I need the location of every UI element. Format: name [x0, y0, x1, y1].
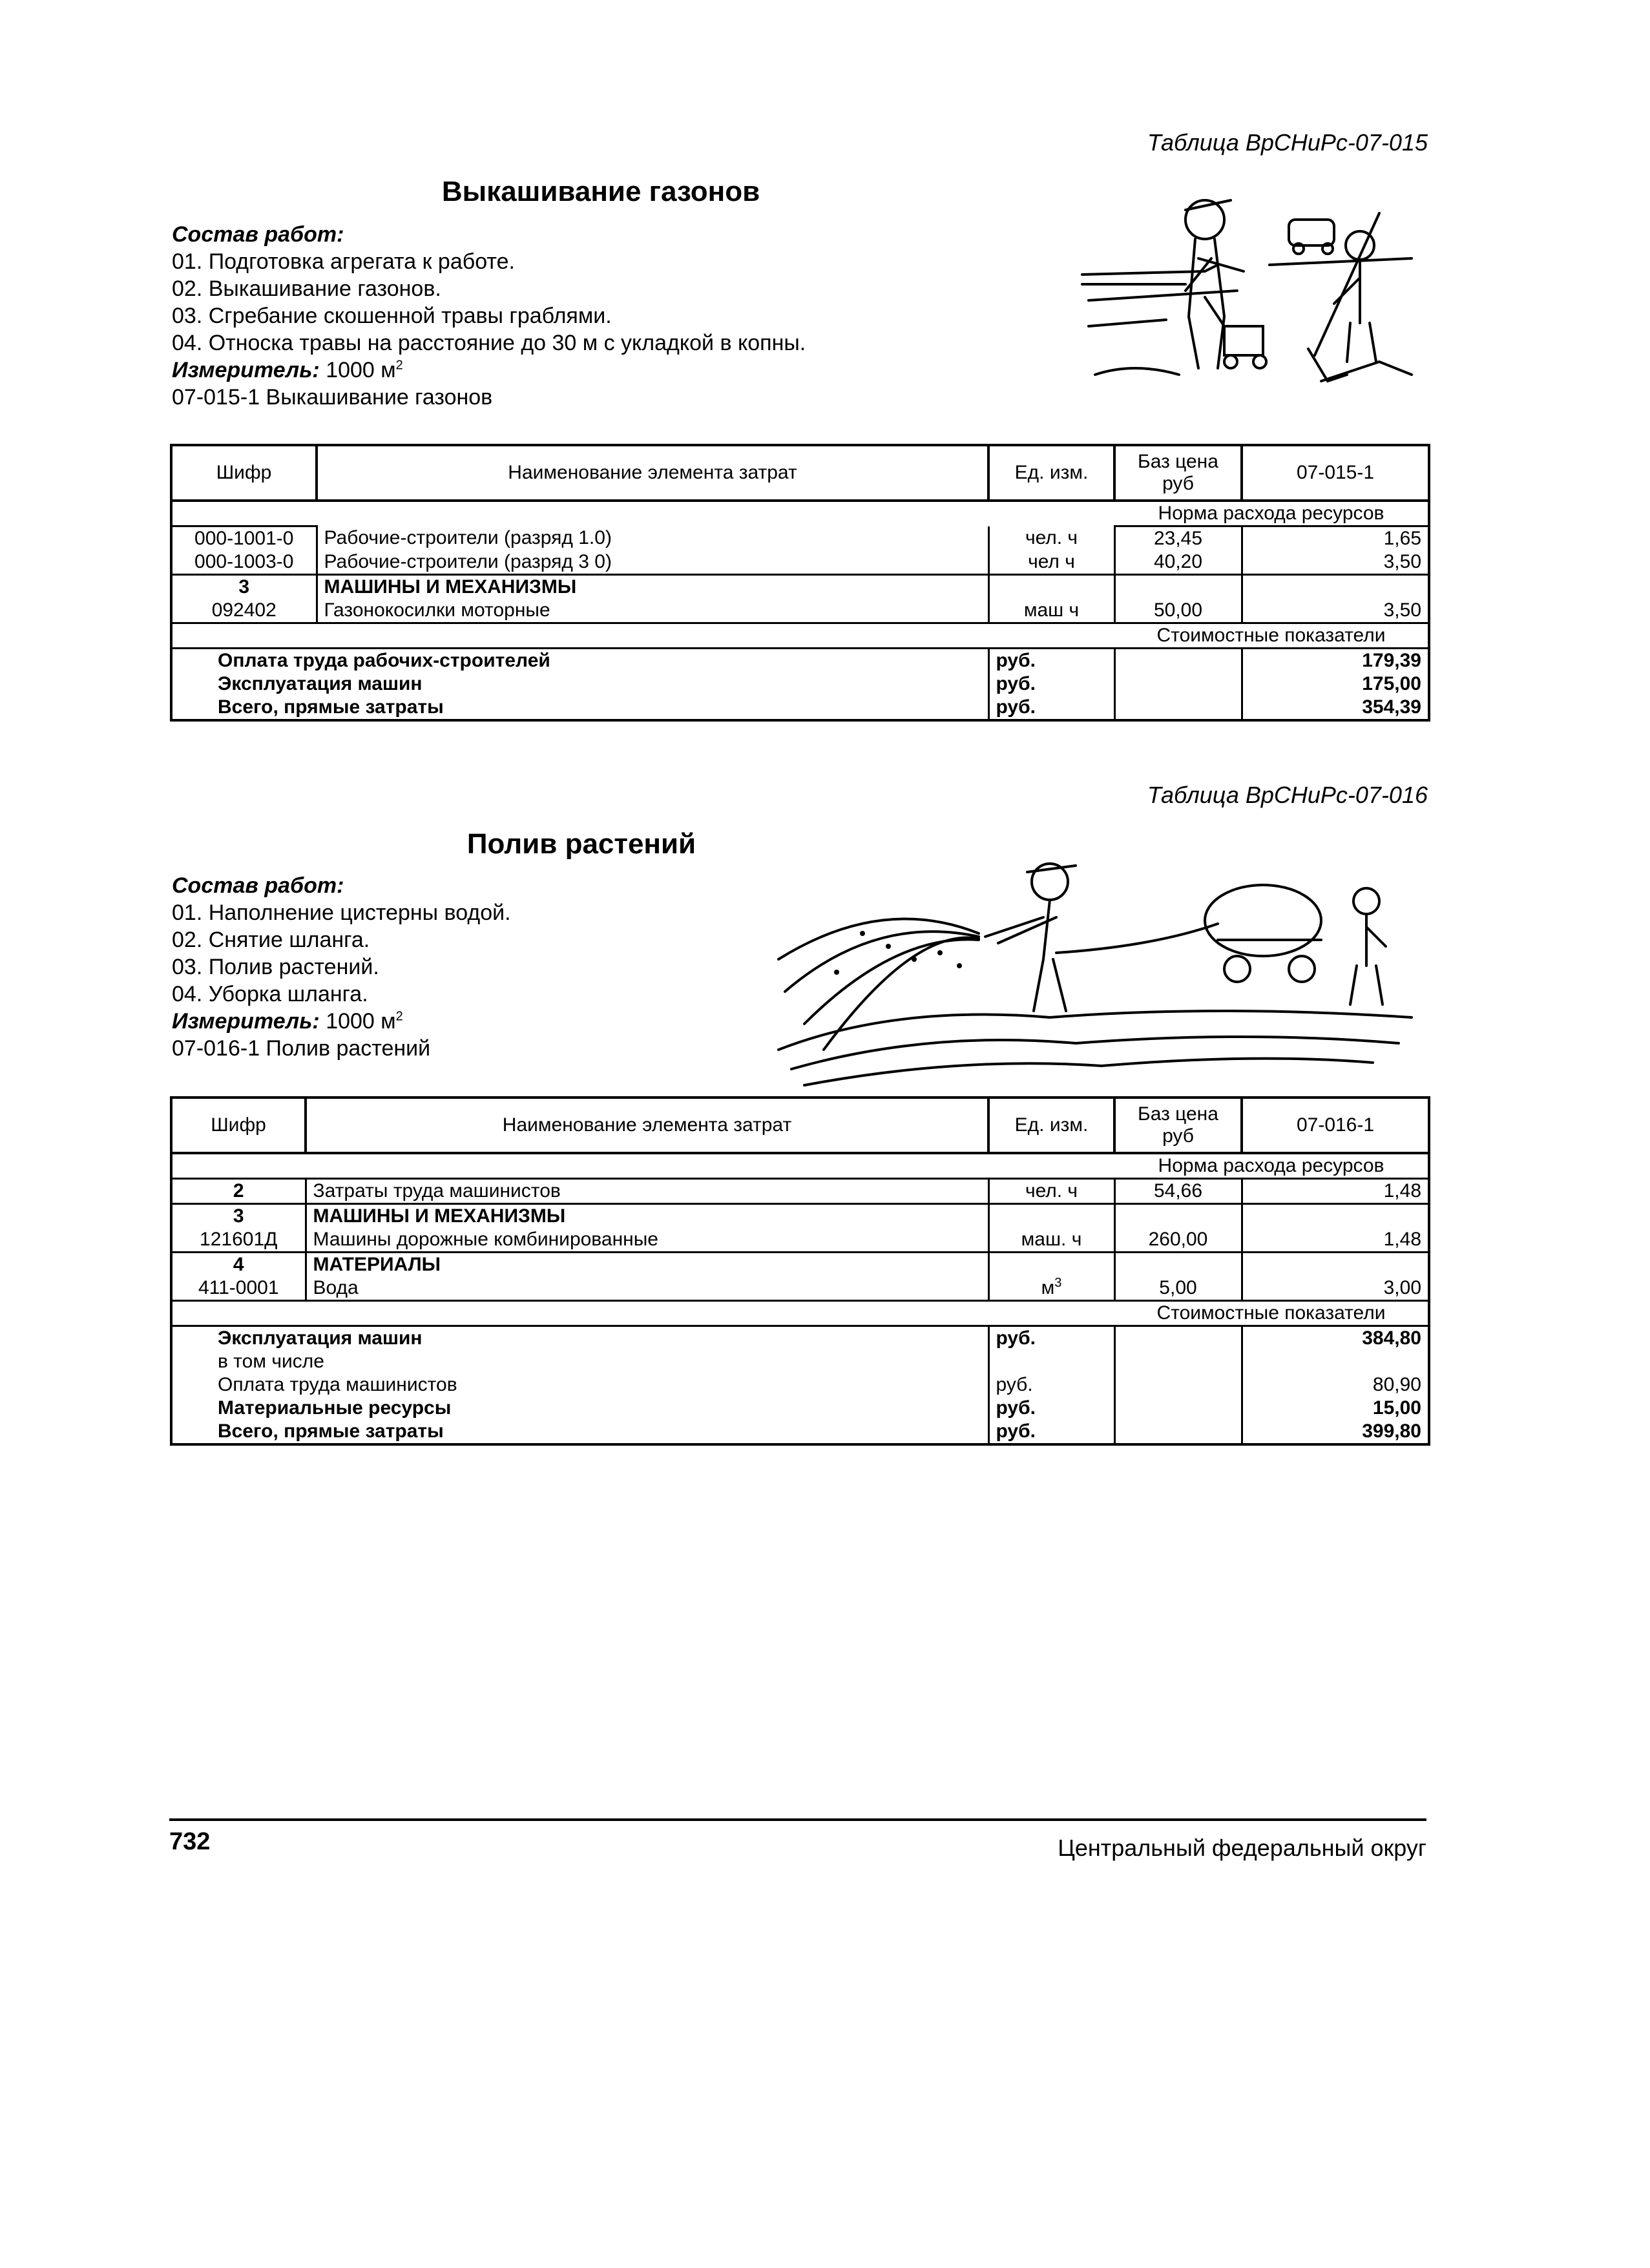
total-value: 399,80 [1242, 1420, 1429, 1444]
total-name: Оплата труда машинистов [171, 1373, 988, 1397]
row-unit: чел ч [988, 550, 1114, 575]
step-item: 01. Подготовка агрегата к работе. [172, 249, 515, 274]
total-name: Всего, прямые затраты [171, 1420, 988, 1444]
table-caption: Таблица ВрСНиРс-07-015 [1147, 129, 1428, 156]
totals-row [171, 649, 1429, 673]
meter-line [172, 1008, 753, 1035]
total-unit: руб. [988, 649, 1114, 673]
row-price: 260,00 [1114, 1228, 1242, 1253]
header-name: Наименование элемента затрат [306, 1098, 988, 1153]
row-price: 23,45 [1114, 526, 1242, 551]
section-title: Полив растений [466, 828, 696, 860]
row-name: Вода [306, 1276, 988, 1301]
total-name: Эксплуатация машин [171, 1326, 988, 1351]
norm-label: Норма расхода ресурсов [1114, 501, 1429, 526]
total-value: 80,90 [1242, 1373, 1429, 1397]
table-row [171, 1179, 1429, 1204]
table-row [171, 550, 1429, 575]
row-unit: маш. ч [988, 1228, 1114, 1253]
code-line: 07-015-1 Выкашивание газонов [172, 385, 493, 410]
step-item: 03. Сгребание скошенной травы граблями. [172, 304, 612, 328]
row-price: 50,00 [1114, 599, 1242, 623]
step-item: 01. Наполнение цистерны водой. [172, 900, 511, 925]
row-value: 1,65 [1242, 526, 1429, 551]
row-unit [988, 575, 1114, 599]
row-name: Рабочие-строители (разряд 1.0) [317, 526, 988, 551]
composition-label: Состав работ: [172, 222, 344, 247]
table-row [171, 1228, 1429, 1253]
total-unit [988, 1350, 1114, 1373]
row-code: 2 [171, 1179, 306, 1204]
row-code: 4 [171, 1253, 306, 1277]
mowing-illustration [1076, 187, 1425, 401]
header-col: 07-016-1 [1242, 1098, 1429, 1153]
row-code: 3 [171, 1204, 306, 1229]
row-name: Затраты труда машинистов [306, 1179, 988, 1204]
row-value: 3,50 [1242, 550, 1429, 575]
row-unit [988, 1276, 1114, 1301]
total-name: Эксплуатация машин [171, 672, 988, 696]
total-value [1242, 1350, 1429, 1373]
meter-value: 1000 м [326, 358, 396, 382]
resource-table [170, 1096, 1430, 1446]
meter-sup: 2 [395, 1009, 403, 1024]
header-price: Баз цена руб [1114, 1098, 1242, 1153]
row-unit [988, 1253, 1114, 1277]
row-code: 3 [171, 575, 317, 599]
row-price: 5,00 [1114, 1276, 1242, 1301]
row-name: МАШИНЫ И МЕХАНИЗМЫ [317, 575, 988, 599]
table-caption: Таблица ВрСНиРс-07-016 [1147, 782, 1428, 808]
cost-label-row [171, 623, 1429, 649]
total-unit: руб. [988, 1373, 1114, 1397]
totals-row [171, 696, 1429, 720]
cost-label: Стоимостные показатели [1114, 1301, 1429, 1326]
cost-label: Стоимостные показатели [1114, 623, 1429, 649]
totals-row [171, 1397, 1429, 1420]
total-name: Материальные ресурсы [171, 1397, 988, 1420]
row-code: 121601Д [171, 1228, 306, 1253]
step-item: 02. Выкашивание газонов. [172, 276, 441, 301]
header-unit: Ед. изм. [988, 1098, 1114, 1153]
section-title: Выкашивание газонов [441, 176, 760, 207]
row-unit: маш ч [988, 599, 1114, 623]
total-value: 175,00 [1242, 672, 1429, 696]
header-unit: Ед. изм. [988, 445, 1114, 501]
totals-row [171, 672, 1429, 696]
header-code: Шифр [171, 1098, 306, 1153]
page-number: 732 [169, 1828, 211, 1855]
totals-row [171, 1373, 1429, 1397]
meter-sup: 2 [395, 358, 403, 373]
total-name: Всего, прямые затраты [171, 696, 988, 720]
table-row [171, 1276, 1429, 1301]
norm-label-row [171, 1153, 1429, 1179]
header-col: 07-015-1 [1242, 445, 1429, 501]
meter-value: 1000 м [326, 1009, 396, 1034]
work-composition [172, 872, 753, 1062]
header-price: Баз цена руб [1114, 445, 1242, 501]
row-price [1114, 1204, 1242, 1229]
meter-line [172, 357, 1089, 384]
row-name: Рабочие-строители (разряд 3 0) [317, 550, 988, 575]
row-unit: чел. ч [988, 526, 1114, 551]
totals-row [171, 1420, 1429, 1444]
table-row [171, 526, 1429, 551]
header-name: Наименование элемента затрат [317, 445, 988, 501]
table-row [171, 1253, 1429, 1277]
total-name: в том числе [171, 1350, 988, 1373]
totals-row [171, 1350, 1429, 1373]
row-name: МАШИНЫ И МЕХАНИЗМЫ [306, 1204, 988, 1229]
total-name: Оплата труда рабочих-строителей [171, 649, 988, 673]
row-value [1242, 1253, 1429, 1277]
footer-divider [169, 1818, 1426, 1821]
composition-label: Состав работ: [172, 873, 344, 898]
total-unit: руб. [988, 1326, 1114, 1351]
header-code: Шифр [171, 445, 317, 501]
step-item: 02. Снятие шланга. [172, 928, 370, 952]
total-value: 15,00 [1242, 1397, 1429, 1420]
step-item: 03. Полив растений. [172, 955, 379, 979]
code-line: 07-016-1 Полив растений [172, 1036, 431, 1061]
row-code: 000-1003-0 [171, 550, 317, 575]
total-unit: руб. [988, 1397, 1114, 1420]
total-unit: руб. [988, 696, 1114, 720]
row-code: 092402 [171, 599, 317, 623]
row-value: 1,48 [1242, 1228, 1429, 1253]
row-price: 54,66 [1114, 1179, 1242, 1204]
table-row [171, 575, 1429, 599]
table-row [171, 1204, 1429, 1229]
row-code: 000-1001-0 [171, 526, 317, 551]
unit-text: м [1041, 1277, 1055, 1298]
row-value: 3,00 [1242, 1276, 1429, 1301]
work-composition [172, 221, 1089, 411]
watering-illustration [766, 856, 1425, 1088]
step-item: 04. Уборка шланга. [172, 982, 368, 1006]
row-name: МАТЕРИАЛЫ [306, 1253, 988, 1277]
row-price [1114, 1253, 1242, 1277]
row-value [1242, 1204, 1429, 1229]
table-header [171, 445, 1429, 501]
resource-table [170, 444, 1430, 722]
row-name: Машины дорожные комбинированные [306, 1228, 988, 1253]
meter-label: Измеритель: [172, 358, 320, 382]
row-price: 40,20 [1114, 550, 1242, 575]
row-name: Газонокосилки моторные [317, 599, 988, 623]
total-value: 354,39 [1242, 696, 1429, 720]
step-item: 04. Относка травы на расстояние до 30 м с укладкой в копны. [172, 331, 806, 355]
total-value: 179,39 [1242, 649, 1429, 673]
row-code: 411-0001 [171, 1276, 306, 1301]
unit-sup: 3 [1054, 1276, 1062, 1290]
meter-label: Измеритель: [172, 1009, 320, 1034]
total-unit: руб. [988, 672, 1114, 696]
table-header [171, 1098, 1429, 1153]
totals-row [171, 1326, 1429, 1351]
row-price [1114, 575, 1242, 599]
norm-label: Норма расхода ресурсов [1114, 1153, 1429, 1179]
row-value [1242, 575, 1429, 599]
total-value: 384,80 [1242, 1326, 1429, 1351]
cost-label-row [171, 1301, 1429, 1326]
total-unit: руб. [988, 1420, 1114, 1444]
footer-region: Центральный федеральный округ [1058, 1835, 1426, 1861]
row-value: 1,48 [1242, 1179, 1429, 1204]
row-value: 3,50 [1242, 599, 1429, 623]
norm-label-row [171, 501, 1429, 526]
row-unit [988, 1204, 1114, 1229]
table-row [171, 599, 1429, 623]
row-unit: чел. ч [988, 1179, 1114, 1204]
